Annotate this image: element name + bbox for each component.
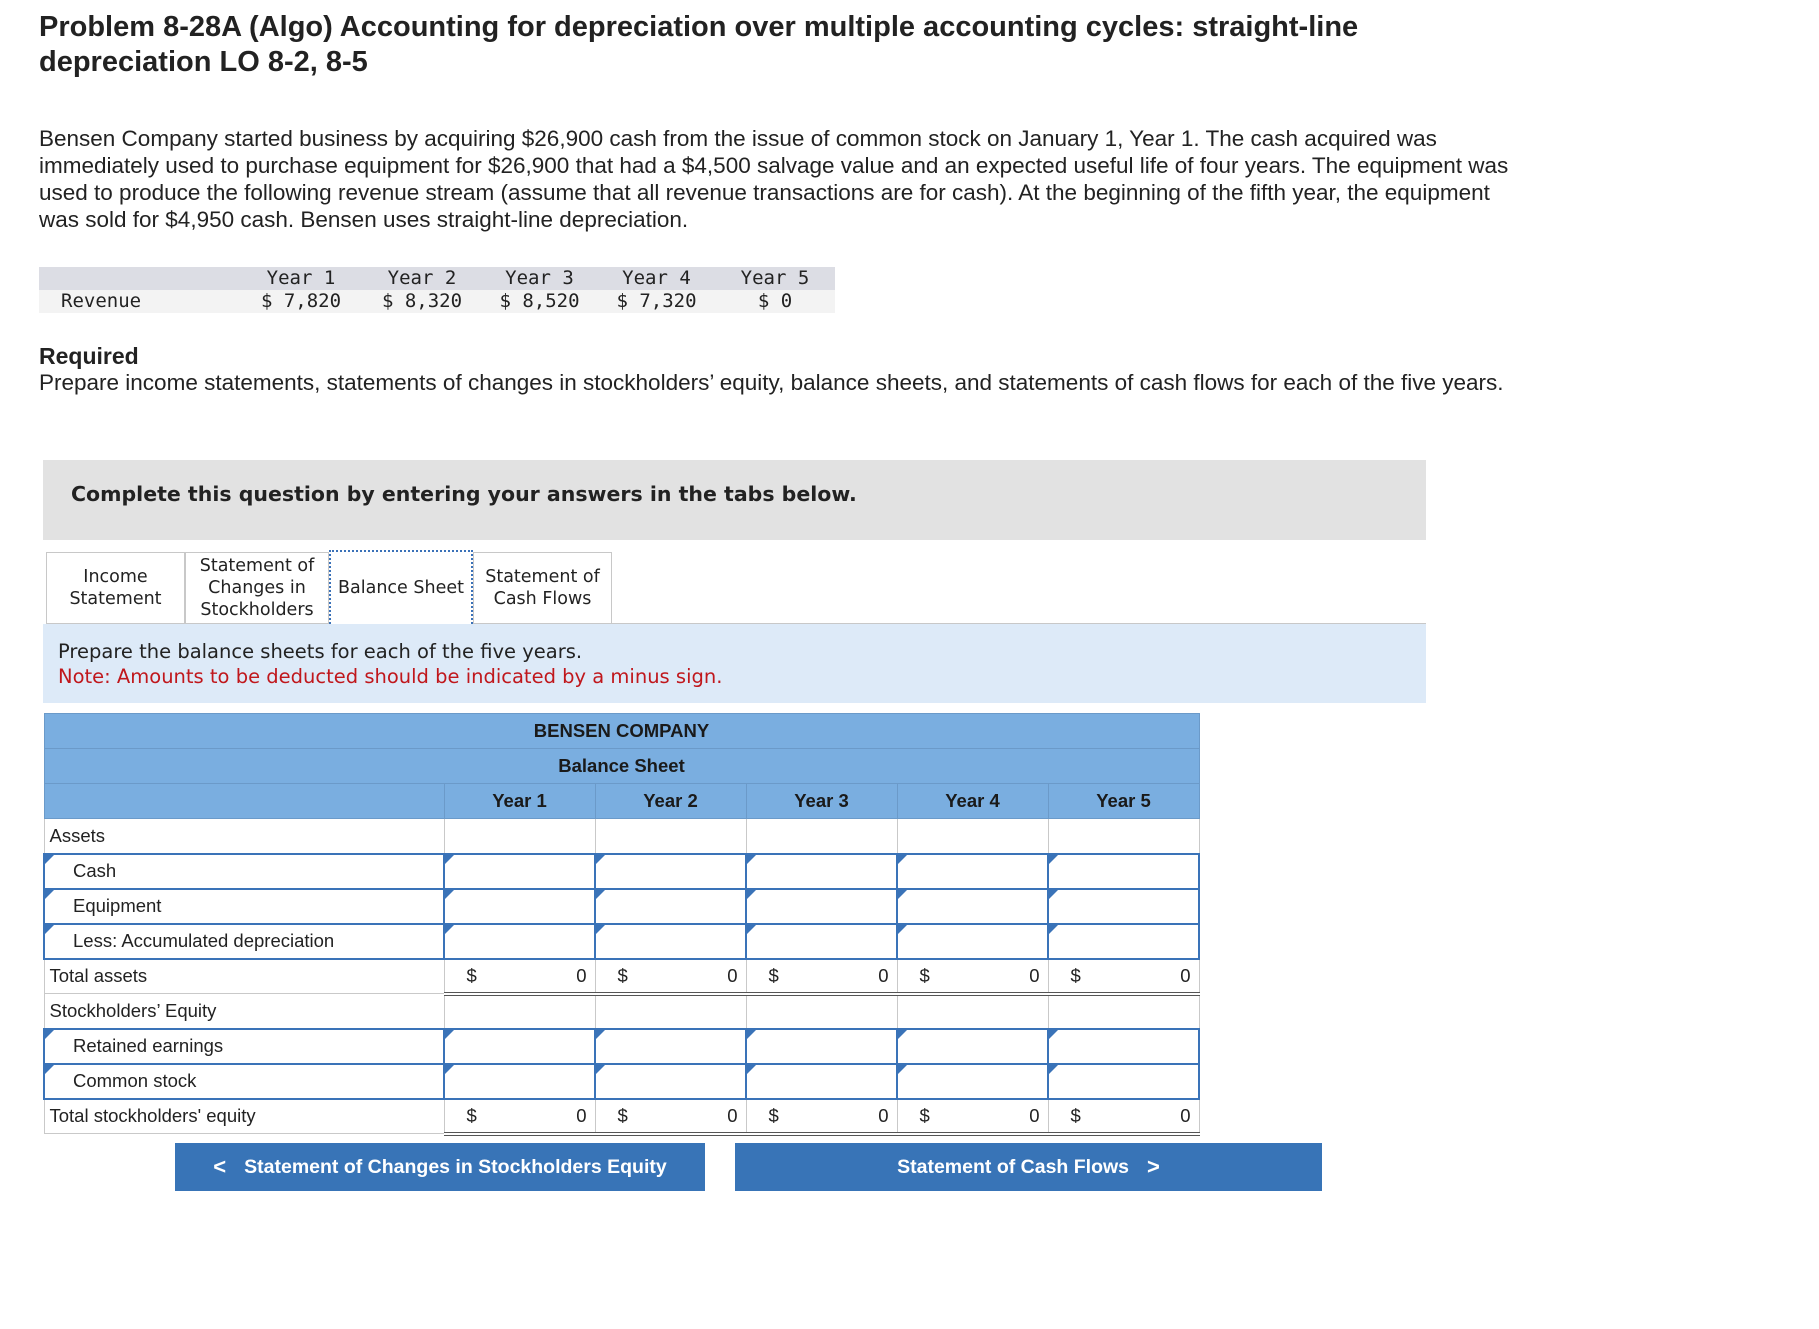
empty-cell xyxy=(595,994,746,1029)
equipment-year-5-cell xyxy=(1048,889,1199,924)
accumulated-depreciation-row xyxy=(44,924,1199,959)
total-equity-value: 0 xyxy=(878,1104,889,1126)
cash-year-5-input[interactable] xyxy=(1049,855,1198,888)
retained-year-5-cell xyxy=(1048,1029,1199,1064)
tab-label: Statement xyxy=(69,589,162,609)
accum-dep-year-2-cell xyxy=(595,924,746,959)
common-year-4-input[interactable] xyxy=(898,1065,1047,1098)
dropdown-flag-icon xyxy=(898,1030,907,1039)
retained-year-2-cell xyxy=(595,1029,746,1064)
dropdown-flag-icon xyxy=(1049,1030,1058,1039)
revenue-table xyxy=(39,267,835,313)
chevron-right-icon: > xyxy=(1147,1154,1160,1179)
equipment-year-2-input[interactable] xyxy=(596,890,745,923)
empty-cell xyxy=(746,994,897,1029)
next-tab-button[interactable] xyxy=(735,1143,1322,1191)
cash-year-5-cell xyxy=(1048,854,1199,889)
empty-cell xyxy=(1048,994,1199,1029)
retained-earnings-row xyxy=(44,1029,1199,1064)
accumulated-depreciation-label: Less: Accumulated depreciation xyxy=(73,930,335,951)
total-equity-year-2 xyxy=(595,1099,746,1134)
revenue-value: $ 7,820 xyxy=(239,290,363,313)
accum-dep-year-1-cell xyxy=(444,924,595,959)
common-year-1-input[interactable] xyxy=(445,1065,594,1098)
revenue-label: Revenue xyxy=(39,290,239,313)
dollar-sign: $ xyxy=(1070,964,1081,986)
equity-heading: Stockholders’ Equity xyxy=(44,994,444,1029)
dropdown-flag-icon xyxy=(747,890,756,899)
equity-section-row xyxy=(44,994,1199,1029)
dropdown-flag-icon xyxy=(445,925,454,934)
revenue-value: $ 8,520 xyxy=(481,290,598,313)
tab-cash-flows[interactable] xyxy=(473,552,612,623)
tab-label: Cash Flows xyxy=(493,589,592,609)
instruction-text: Complete this question by entering your answers in the tabs below. xyxy=(71,482,857,506)
equipment-label: Equipment xyxy=(73,895,162,916)
tab-label: Statement of xyxy=(199,556,315,576)
total-assets-value: 0 xyxy=(576,964,587,986)
instructions-text: Prepare the balance sheets for each of the five years. xyxy=(58,640,583,663)
company-name-row xyxy=(44,714,1199,749)
revenue-values-row xyxy=(39,290,835,313)
tab-label: Income xyxy=(83,567,148,587)
dropdown-flag-icon xyxy=(596,1030,605,1039)
year-header: Year 1 xyxy=(444,784,595,819)
dropdown-flag-icon xyxy=(45,1030,54,1039)
common-year-5-input[interactable] xyxy=(1049,1065,1198,1098)
accum-dep-year-3-input[interactable] xyxy=(747,925,896,958)
accum-dep-year-3-cell xyxy=(746,924,897,959)
dropdown-flag-icon xyxy=(1049,925,1058,934)
dropdown-flag-icon xyxy=(596,1065,605,1074)
dollar-sign: $ xyxy=(617,1104,628,1126)
retained-year-3-cell xyxy=(746,1029,897,1064)
dollar-sign: $ xyxy=(768,1104,779,1126)
total-equity-value: 0 xyxy=(1180,1104,1191,1126)
empty-cell xyxy=(897,819,1048,854)
revenue-year-header: Year 2 xyxy=(363,267,481,290)
retained-earnings-label: Retained earnings xyxy=(73,1035,224,1056)
retained-year-1-cell xyxy=(444,1029,595,1064)
revenue-year-header: Year 1 xyxy=(239,267,363,290)
total-assets-value: 0 xyxy=(727,964,738,986)
cash-year-1-input[interactable] xyxy=(445,855,594,888)
retained-year-4-cell xyxy=(897,1029,1048,1064)
dropdown-flag-icon xyxy=(45,925,54,934)
cash-year-4-cell xyxy=(897,854,1048,889)
problem-title: Problem 8-28A (Algo) Accounting for depreciation over multiple accounting cycles: straight-line depreciation LO 8-2, 8-5 xyxy=(39,11,1359,78)
total-assets-year-1 xyxy=(444,959,595,994)
total-assets-label: Total assets xyxy=(44,959,444,994)
dropdown-flag-icon xyxy=(747,1065,756,1074)
dropdown-flag-icon xyxy=(596,855,605,864)
dropdown-flag-icon xyxy=(898,1065,907,1074)
total-equity-year-4 xyxy=(897,1099,1048,1134)
year-header: Year 4 xyxy=(897,784,1048,819)
tab-changes-in-stockholders[interactable] xyxy=(185,552,329,623)
total-assets-row xyxy=(44,959,1199,994)
retained-year-5-input[interactable] xyxy=(1049,1030,1198,1063)
tab-label: Balance Sheet xyxy=(338,578,464,598)
empty-cell xyxy=(1048,819,1199,854)
dropdown-flag-icon xyxy=(596,890,605,899)
prev-tab-label: Statement of Changes in Stockholders Equity xyxy=(244,1155,667,1178)
revenue-year-header: Year 5 xyxy=(715,267,835,290)
common-stock-label: Common stock xyxy=(73,1070,197,1091)
cash-year-3-input[interactable] xyxy=(747,855,896,888)
instructions-panel xyxy=(43,624,1426,703)
revenue-year-header: Year 3 xyxy=(481,267,598,290)
dropdown-flag-icon xyxy=(45,890,54,899)
dropdown-flag-icon xyxy=(898,855,907,864)
equipment-label-cell[interactable] xyxy=(44,889,444,924)
year-header: Year 3 xyxy=(746,784,897,819)
dollar-sign: $ xyxy=(617,964,628,986)
dropdown-flag-icon xyxy=(1049,890,1058,899)
retained-year-3-input[interactable] xyxy=(747,1030,896,1063)
dropdown-flag-icon xyxy=(445,890,454,899)
next-tab-label: Statement of Cash Flows xyxy=(897,1155,1129,1178)
equipment-year-3-cell xyxy=(746,889,897,924)
common-year-3-cell xyxy=(746,1064,897,1099)
dropdown-flag-icon xyxy=(747,925,756,934)
total-assets-year-3 xyxy=(746,959,897,994)
empty-cell xyxy=(595,819,746,854)
dollar-sign: $ xyxy=(466,1104,477,1126)
accum-dep-year-5-cell xyxy=(1048,924,1199,959)
assets-heading: Assets xyxy=(44,819,444,854)
accum-dep-year-1-input[interactable] xyxy=(445,925,594,958)
equipment-row xyxy=(44,889,1199,924)
tab-label: Statement of xyxy=(485,567,600,587)
required-heading: Required xyxy=(39,343,139,369)
accumulated-depreciation-label-cell[interactable] xyxy=(44,924,444,959)
retained-earnings-label-cell[interactable] xyxy=(44,1029,444,1064)
total-assets-year-5 xyxy=(1048,959,1199,994)
common-year-4-cell xyxy=(897,1064,1048,1099)
common-stock-label-cell[interactable] xyxy=(44,1064,444,1099)
total-assets-value: 0 xyxy=(878,964,889,986)
statement-title-row xyxy=(44,749,1199,784)
dropdown-flag-icon xyxy=(898,890,907,899)
accum-dep-year-4-cell xyxy=(897,924,1048,959)
common-stock-row xyxy=(44,1064,1199,1099)
year-header-blank xyxy=(44,784,444,819)
total-equity-value: 0 xyxy=(727,1104,738,1126)
total-equity-year-3 xyxy=(746,1099,897,1134)
empty-cell xyxy=(444,819,595,854)
dropdown-flag-icon xyxy=(747,1030,756,1039)
assets-section-row xyxy=(44,819,1199,854)
instruction-box xyxy=(43,460,1426,540)
revenue-value: $ 8,320 xyxy=(363,290,481,313)
total-assets-year-4 xyxy=(897,959,1048,994)
equipment-year-3-input[interactable] xyxy=(747,890,896,923)
equipment-year-1-cell xyxy=(444,889,595,924)
accum-dep-year-5-input[interactable] xyxy=(1049,925,1198,958)
cash-label: Cash xyxy=(73,860,117,881)
retained-year-1-input[interactable] xyxy=(445,1030,594,1063)
common-year-1-cell xyxy=(444,1064,595,1099)
prev-tab-button[interactable] xyxy=(175,1143,705,1191)
dropdown-flag-icon xyxy=(898,925,907,934)
revenue-header-blank xyxy=(39,267,239,290)
dropdown-flag-icon xyxy=(445,1065,454,1074)
dollar-sign: $ xyxy=(919,964,930,986)
total-assets-year-2 xyxy=(595,959,746,994)
cash-year-2-cell xyxy=(595,854,746,889)
tab-income-statement[interactable] xyxy=(46,552,185,623)
common-year-3-input[interactable] xyxy=(747,1065,896,1098)
common-year-5-cell xyxy=(1048,1064,1199,1099)
equipment-year-2-cell xyxy=(595,889,746,924)
dollar-sign: $ xyxy=(466,964,477,986)
balance-sheet-table xyxy=(43,713,1200,1136)
year-header: Year 5 xyxy=(1048,784,1199,819)
equipment-year-4-input[interactable] xyxy=(898,890,1047,923)
tab-label: Changes in xyxy=(208,578,306,598)
accum-dep-year-4-input[interactable] xyxy=(898,925,1047,958)
dropdown-flag-icon xyxy=(45,855,54,864)
statement-title: Balance Sheet xyxy=(44,749,1199,784)
dropdown-flag-icon xyxy=(45,1065,54,1074)
total-equity-year-5 xyxy=(1048,1099,1199,1134)
chevron-left-icon: < xyxy=(213,1154,227,1179)
cash-label-cell[interactable] xyxy=(44,854,444,889)
cash-year-4-input[interactable] xyxy=(898,855,1047,888)
total-equity-value: 0 xyxy=(1029,1104,1040,1126)
equipment-year-4-cell xyxy=(897,889,1048,924)
company-name: BENSEN COMPANY xyxy=(44,714,1199,749)
total-equity-label: Total stockholders' equity xyxy=(44,1099,444,1134)
total-assets-value: 0 xyxy=(1029,964,1040,986)
empty-cell xyxy=(444,994,595,1029)
total-equity-row xyxy=(44,1099,1199,1134)
equipment-year-1-input[interactable] xyxy=(445,890,594,923)
required-text: Prepare income statements, statements of changes in stockholders’ equity, balance sheets, and statements of cash flows for each of the five years. xyxy=(39,370,1504,395)
empty-cell xyxy=(746,819,897,854)
dropdown-flag-icon xyxy=(445,855,454,864)
revenue-header-row xyxy=(39,267,835,290)
tab-label: Stockholders xyxy=(200,600,314,620)
revenue-value: $ 0 xyxy=(715,290,835,313)
dollar-sign: $ xyxy=(1070,1104,1081,1126)
total-assets-value: 0 xyxy=(1180,964,1191,986)
retained-year-2-input[interactable] xyxy=(596,1030,745,1063)
cash-row xyxy=(44,854,1199,889)
revenue-year-header: Year 4 xyxy=(598,267,715,290)
problem-intro: Bensen Company started business by acquiring $26,900 cash from the issue of common stock on January 1, Year 1. The cash acquired was immediately used to purchase equipment for $26,900 that had a $4,500 salvage value and an expected useful life of four years. The equipment was used to produce the following revenue stream (assume that all revenue transactions are for cash). At the beginning of the fifth year, the equipment was sold for $4,950 cash. Bensen uses straight-line depreciation. xyxy=(39,126,1509,232)
equipment-year-5-input[interactable] xyxy=(1049,890,1198,923)
dropdown-flag-icon xyxy=(1049,855,1058,864)
empty-cell xyxy=(897,994,1048,1029)
common-year-2-input[interactable] xyxy=(596,1065,745,1098)
year-header-row xyxy=(44,784,1199,819)
total-equity-year-1 xyxy=(444,1099,595,1134)
dollar-sign: $ xyxy=(919,1104,930,1126)
dollar-sign: $ xyxy=(768,964,779,986)
tab-bar xyxy=(46,552,1426,624)
dropdown-flag-icon xyxy=(1049,1065,1058,1074)
retained-year-4-input[interactable] xyxy=(898,1030,1047,1063)
total-equity-value: 0 xyxy=(576,1104,587,1126)
dropdown-flag-icon xyxy=(596,925,605,934)
common-year-2-cell xyxy=(595,1064,746,1099)
tab-balance-sheet[interactable] xyxy=(329,550,473,624)
year-header: Year 2 xyxy=(595,784,746,819)
accum-dep-year-2-input[interactable] xyxy=(596,925,745,958)
dropdown-flag-icon xyxy=(445,1030,454,1039)
cash-year-1-cell xyxy=(444,854,595,889)
cash-year-3-cell xyxy=(746,854,897,889)
cash-year-2-input[interactable] xyxy=(596,855,745,888)
minus-sign-note: Note: Amounts to be deducted should be indicated by a minus sign. xyxy=(58,665,723,688)
revenue-value: $ 7,320 xyxy=(598,290,715,313)
dropdown-flag-icon xyxy=(747,855,756,864)
